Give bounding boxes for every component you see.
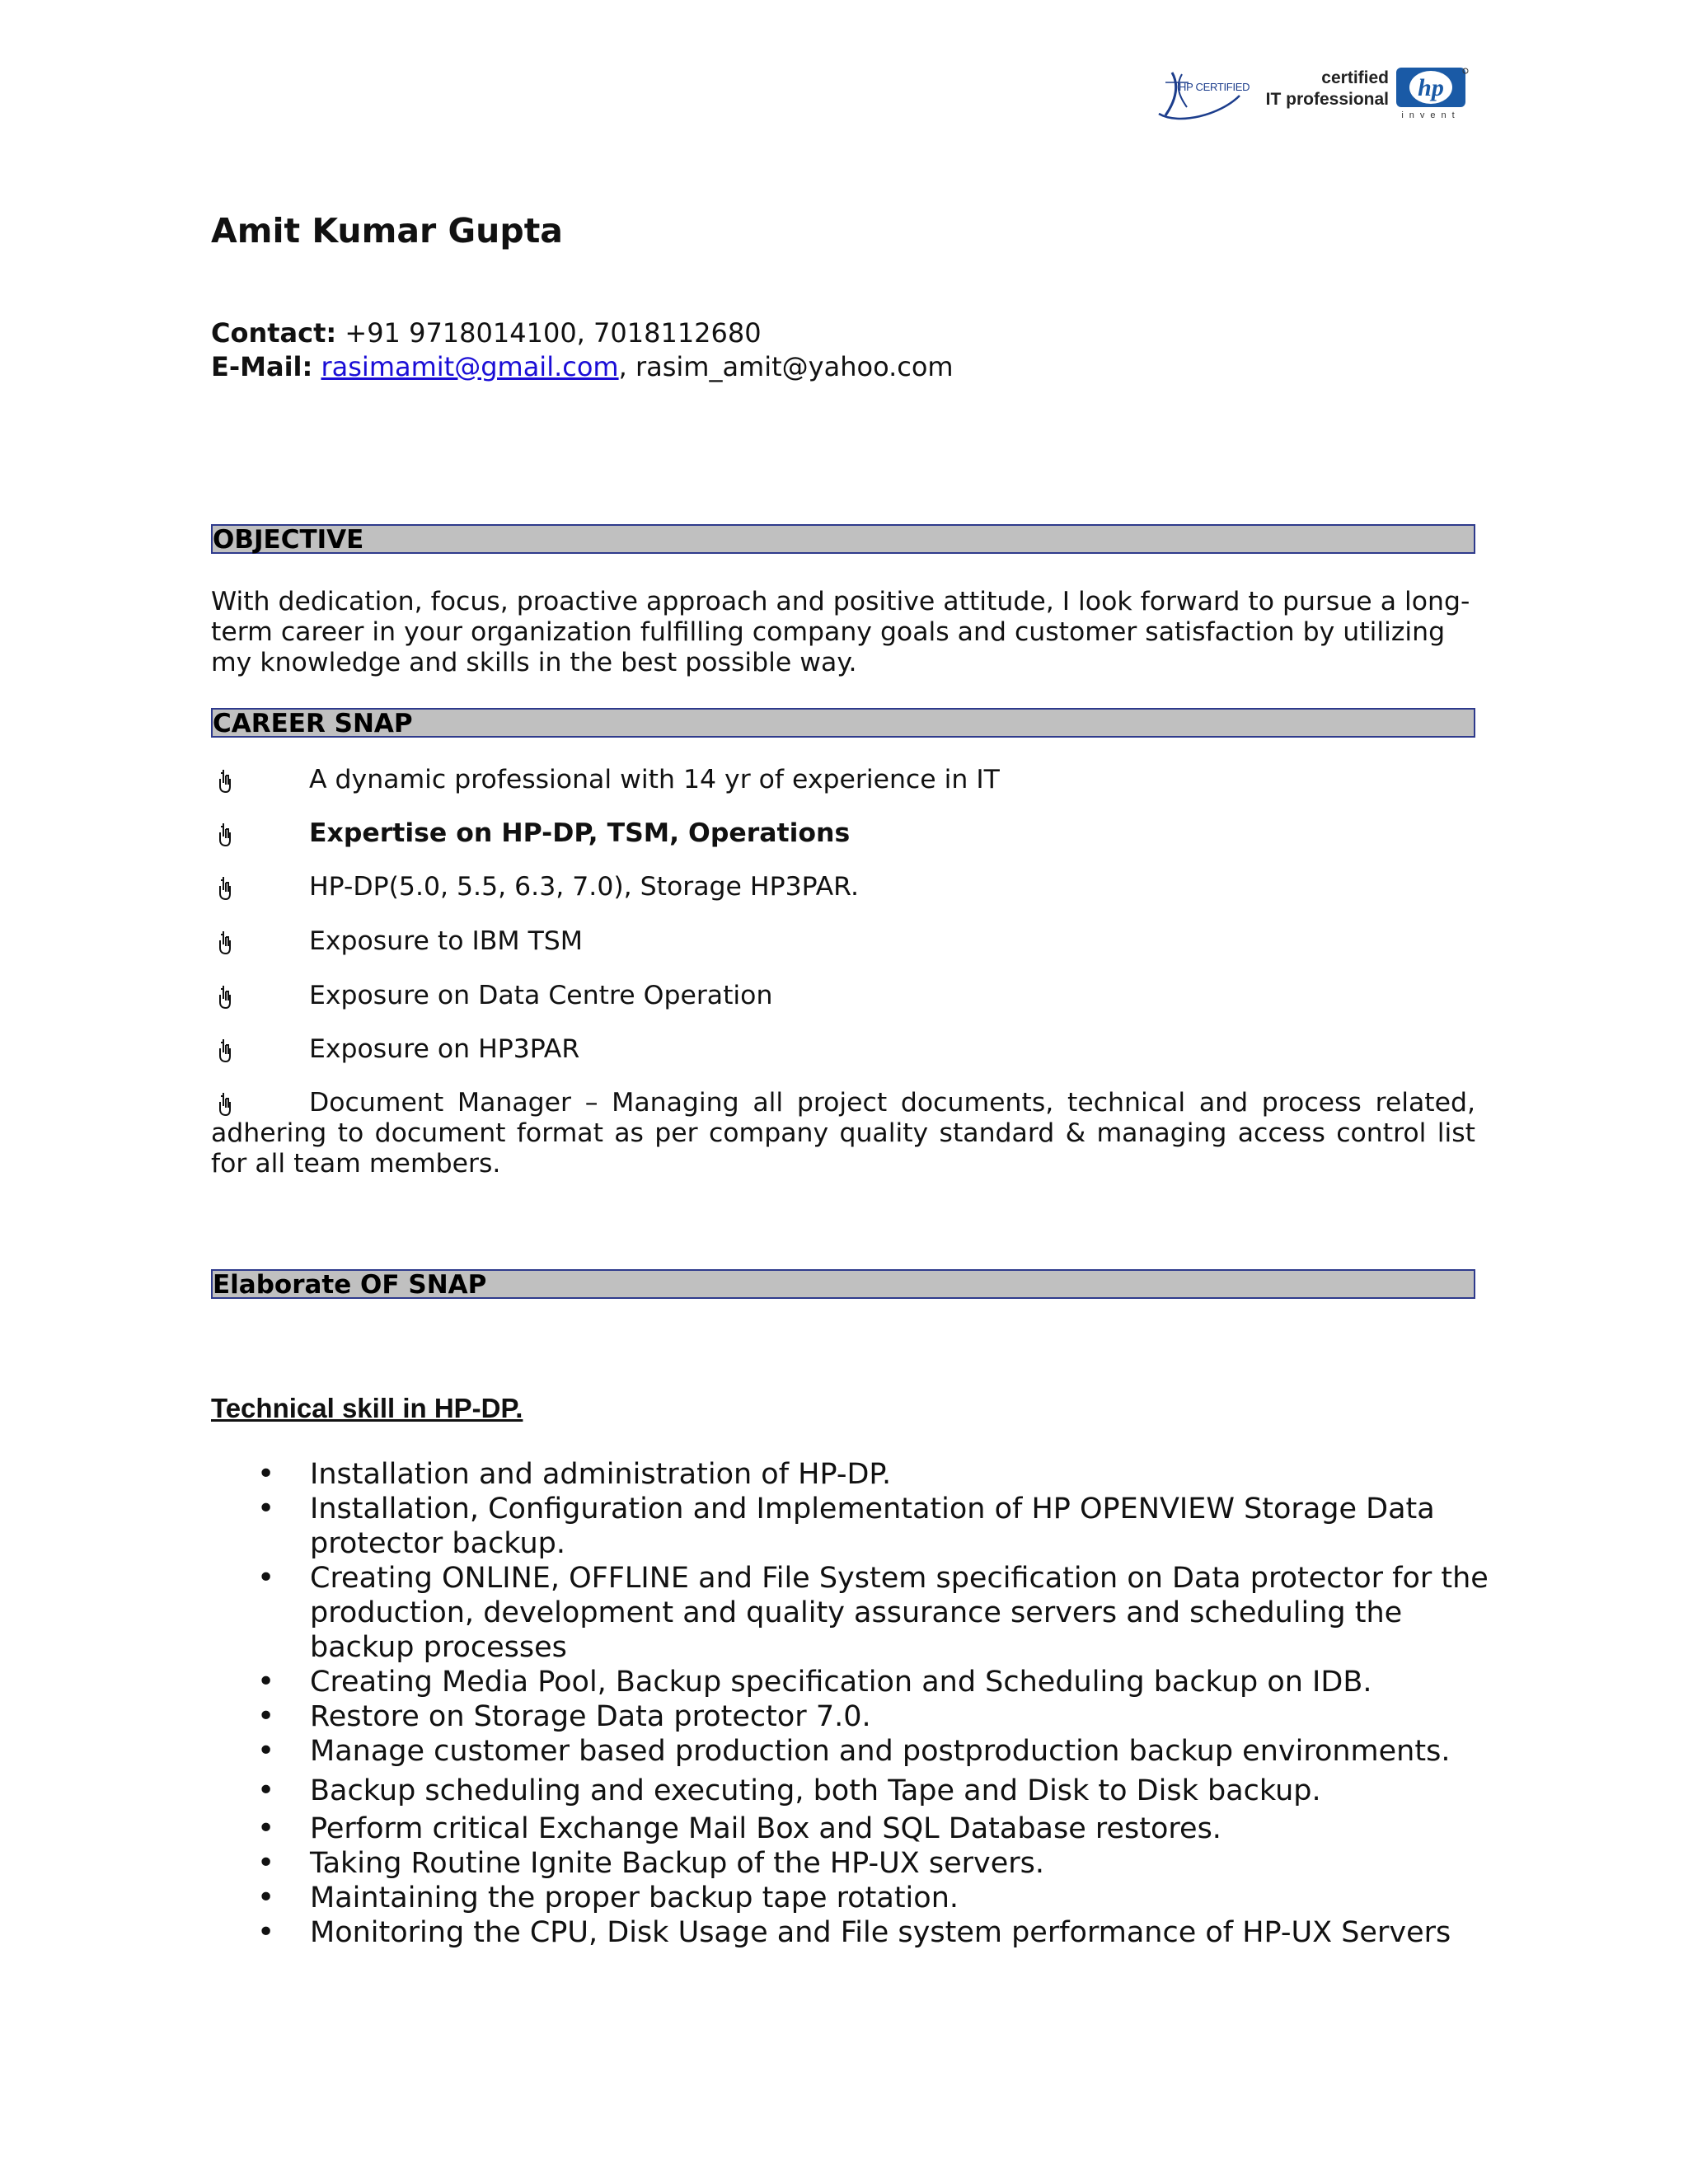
hp-certified-badge-icon	[1154, 66, 1246, 125]
objective-text: With dedication, focus, proactive approach and positive attitude, I look forward to pursue a long-term career in your organization fulfilling company goals and customer satisfaction by utilizing my knowledge and skills in the best possible way.	[211, 587, 1470, 677]
technical-skill-heading: Technical skill in HP-DP.	[211, 1393, 523, 1423]
contact-block	[211, 316, 954, 384]
email-line	[211, 350, 954, 384]
snap-item-text: A dynamic professional with 14 yr of experience in IT	[309, 765, 1000, 794]
pointing-hand-icon	[216, 1038, 234, 1064]
pointing-hand-icon	[216, 768, 234, 794]
pointing-hand-icon	[216, 1091, 234, 1118]
pointing-hand-icon	[216, 984, 234, 1010]
technical-skill-list	[0, 1457, 1688, 1950]
hp-certified-logo	[1154, 66, 1475, 125]
pointing-hand-icon	[216, 875, 234, 902]
snap-item-text: HP-DP(5.0, 5.5, 6.3, 7.0), Storage HP3PAR.	[309, 872, 859, 902]
list-item: • Creating Media Pool, Backup specification and Scheduling backup on IDB.	[0, 1665, 1688, 1699]
email-label: E-Mail:	[211, 351, 313, 382]
contact-phone: +91 9718014100, 7018112680	[336, 317, 762, 349]
list-item: • Restore on Storage Data protector 7.0.	[0, 1699, 1688, 1734]
snap-item	[211, 926, 1475, 957]
snap-item-text: Document Manager – Managing all project documents, technical and process related, adhering to document format as per company quality standard & managing access control list for all team members.	[211, 1088, 1475, 1179]
section-bar-elaborate	[211, 1269, 1475, 1299]
section-title: Elaborate OF SNAP	[213, 1270, 487, 1300]
section-title: CAREER SNAP	[213, 709, 413, 738]
snap-item	[211, 765, 1475, 795]
snap-item	[211, 981, 1475, 1011]
pointing-hand-icon	[216, 822, 234, 848]
badge-text: HP CERTIFIED	[1179, 81, 1250, 93]
list-item: • Installation and administration of HP-DP.	[0, 1457, 1688, 1492]
section-bar-objective	[211, 524, 1475, 554]
snap-item	[211, 1088, 1475, 1179]
email-secondary: , rasim_amit@yahoo.com	[618, 351, 954, 382]
pointing-hand-icon	[216, 930, 234, 956]
certified-wordmark	[1257, 68, 1389, 110]
snap-item	[211, 872, 1475, 902]
snap-item-text: Exposure on Data Centre Operation	[309, 981, 773, 1010]
it-professional-text: IT professional	[1265, 90, 1389, 109]
email-link-gmail[interactable]: rasimamit@gmail.com	[321, 351, 619, 382]
snap-item	[211, 818, 1475, 849]
section-bar-career-snap	[211, 708, 1475, 738]
list-item: • Installation, Configuration and Implementation of HP OPENVIEW Storage Data protector backup.	[0, 1492, 1688, 1561]
invent-text: invent	[1401, 110, 1461, 120]
snap-item-text: Exposure to IBM TSM	[309, 926, 583, 956]
snap-item	[211, 1034, 1475, 1065]
contact-line	[211, 316, 954, 350]
candidate-name: Amit Kumar Gupta	[211, 211, 563, 251]
list-item: • Taking Routine Ignite Backup of the HP-UX servers.	[0, 1846, 1688, 1881]
list-item: • Manage customer based production and postproduction backup environments.	[0, 1734, 1688, 1769]
list-item: • Backup scheduling and executing, both Tape and Disk to Disk backup.	[0, 1774, 1688, 1808]
hp-letters: hp	[1418, 74, 1444, 101]
list-item: • Creating ONLINE, OFFLINE and File System specification on Data protector for the production, development and quality assurance servers and scheduling the backup processes	[0, 1561, 1688, 1665]
snap-item-text: Exposure on HP3PAR	[309, 1034, 580, 1064]
section-title: OBJECTIVE	[213, 525, 364, 555]
snap-item-text: Expertise on HP-DP, TSM, Operations	[309, 818, 851, 848]
certified-text: certified	[1321, 68, 1389, 87]
list-item: • Monitoring the CPU, Disk Usage and File system performance of HP-UX Servers	[0, 1915, 1688, 1950]
list-item: • Maintaining the proper backup tape rotation.	[0, 1881, 1688, 1915]
list-item: • Perform critical Exchange Mail Box and SQL Database restores.	[0, 1811, 1688, 1846]
contact-label: Contact:	[211, 317, 337, 349]
